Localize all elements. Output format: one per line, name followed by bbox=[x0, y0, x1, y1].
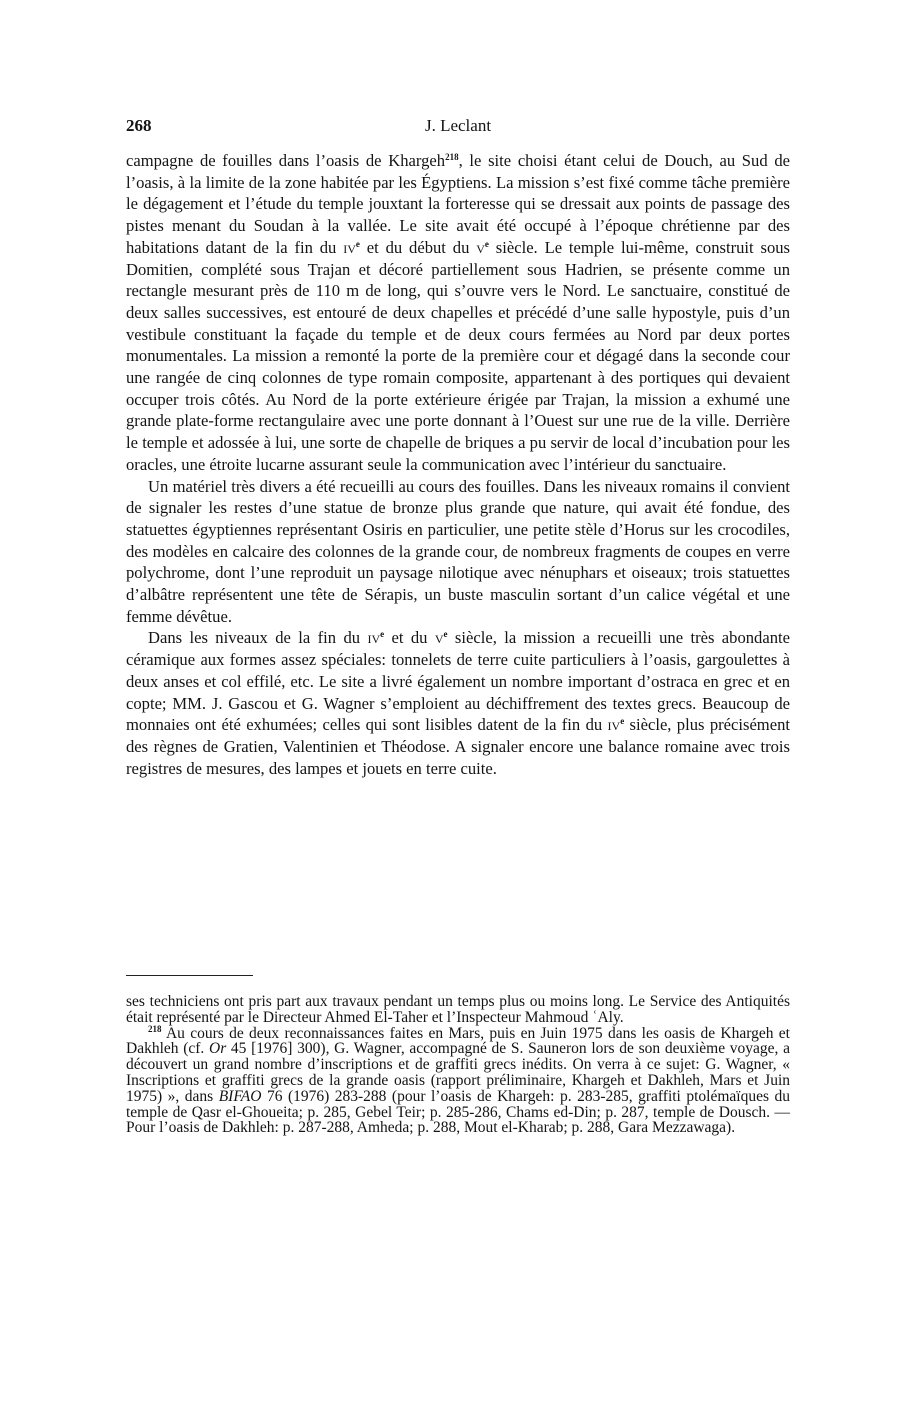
paragraph-3-text-d: siècle, plus précisément des règnes de Gratien, Valentinien et Théodose. A signaler encore une balance romaine avec trois registres de mesures, des lampes et jouets en terre cuite. bbox=[126, 715, 790, 778]
century-suffix: e bbox=[484, 238, 489, 249]
paragraph-3 bbox=[126, 627, 790, 779]
paragraph-2: Un matériel très divers a été recueilli au cours des fouilles. Dans les niveaux romains il convient de signaler les restes d’une statue de bronze plus grande que nature, qui avait été fondue, des statuettes égyptiennes représentant Osiris en particulier, une petite stèle d’Horus sur les crocodiles, des modèles en calcaire des colonnes de la grande cour, de nombreux fragments de coupes en verre polychrome, dont l’une reproduit un paysage nilotique avec nénuphars et oiseaux; trois statuettes d’albâtre représentent une tête de Sérapis, un buste masculin sortant d’un calice végétal et une femme dévêtue. bbox=[126, 476, 790, 626]
century-suffix: e bbox=[620, 716, 625, 727]
footnote-ref-218: 218 bbox=[445, 152, 459, 162]
paragraph-1-text-b: , le site choisi étant celui de Douch, au Sud de l’oasis, à la limite de la zone habitée par les Égyptiens. La mission s’est fixé comme tâche première le dégagement et l’étude du temple jouxtant la forteresse qui se dressait aux points de passage des pistes menant du Soudan à la vallée. Le site avait été occupé à l’époque chrétienne par des habitations datant de la fin du bbox=[126, 151, 790, 257]
footnote-218-text-b: 45 [1976] 300), G. Wagner, accompagné de S. Sauneron lors de son deuxième voyage, a découvert un grand nombre d’inscriptions et de graffiti grecs inédits. On verra à ce sujet: G. Wagner, « Inscriptions et graffiti grecs de la grande oasis (rapport préliminaire, Khargeh et Dakhleh, Mars et Juin 1975) », dans bbox=[126, 1040, 791, 1105]
century-suffix: e bbox=[380, 629, 385, 640]
footnote-218-text-a: Au cours de deux reconnaissances faites en Mars, puis en Juin 1975 dans les oasis de Khargeh et Dakhleh (cf. bbox=[126, 1024, 790, 1058]
paragraph-1 bbox=[126, 150, 790, 476]
century-numeral: v bbox=[476, 237, 485, 257]
century-suffix: e bbox=[355, 238, 360, 249]
journal-title: BIFAO bbox=[218, 1087, 262, 1105]
page-number: 268 bbox=[126, 116, 152, 135]
century-numeral: iv bbox=[607, 715, 621, 735]
paragraph-3-text-b: et du bbox=[384, 628, 435, 648]
footnote-218 bbox=[126, 1023, 791, 1137]
paragraph-1-text-d: siècle. Le temple lui-même, construit sous Domitien, complété sous Trajan et décoré partiellement sous Hadrien, se présente comme un rectangle mesurant près de 110 m de long, qui s’ouvre vers le Nord. Le sanctuaire, constitué de deux salles successives, est entouré de deux chapelles et précédé d’une salle hypostyle, puis d’un vestibule constituant la façade du temple et de deux cours fermées au Nord par deux portes monumentales. La mission a remonté la porte de la première cour et dégagé dans la seconde cour une rangée de cinq colonnes de type romain composite, appartenant à des portiques qui devaient occuper trois côtés. Au Nord de la porte extérieure érigée par Trajan, la mission a exhumé une grande plate-forme rectangulaire avec une porte donnant à l’Ouest sur une rue de la ville. Derrière le temple et adossée à lui, une sorte de chapelle de briques a pu servir de local d’incubation pour les oracles, une étroite lucarne assurant seule la communication avec l’intérieur du sanctuaire. bbox=[126, 237, 790, 474]
century-numeral: iv bbox=[343, 237, 356, 257]
paragraph-1-text-c: et du début du bbox=[359, 237, 477, 257]
paragraph-3-text-c: siècle, la mission a recueilli une très abondante céramique aux formes assez spéciales: tonnelets de terre cuite particuliers à l’oasis, gargoulettes à deux anses et col effilé, etc. Le site a livré également un nombre important d’ostraca en grec et en copte; MM. J. Gascou et G. Wagner s’emploient au déchiffrement des textes grecs. Beaucoup de monnaies ont été exhumées; celles qui sont lisibles datent de la fin du bbox=[126, 628, 790, 735]
paragraph-3-text-a: Dans les niveaux de la fin du bbox=[148, 628, 368, 648]
footnote-separator bbox=[126, 975, 253, 976]
century-numeral: v bbox=[434, 628, 444, 648]
footnote-218-text-c: 76 (1976) 283-288 (pour l’oasis de Khargeh: p. 283-285, graffiti ptolémaïques du temple de Qasr el-Ghoueita; p. 285, Gebel Teir; p. 285-286, Chams ed-Din; p. 287, temple de Dousch. — Pour l’oasis de Dakhleh: p. 287-288, Amheda; p. 288, Mout el-Kharab; p. 288, Gara Mezzawaga). bbox=[126, 1087, 790, 1137]
footnote-continued: ses techniciens ont pris part aux travaux pendant un temps plus ou moins long. Le Service des Antiquités était représenté par le Directeur Ahmed El-Taher et l’Inspecteur Mahmoud ʿAly. bbox=[126, 993, 790, 1026]
footnotes bbox=[126, 994, 790, 1136]
century-numeral: iv bbox=[367, 628, 381, 648]
footnote-number: 218 bbox=[148, 1023, 162, 1034]
journal-title: Or bbox=[209, 1040, 227, 1058]
paragraph-1-text-a: campagne de fouilles dans l’oasis de Khargeh bbox=[126, 151, 446, 170]
century-suffix: e bbox=[443, 629, 448, 640]
main-text bbox=[126, 150, 790, 779]
page-header bbox=[126, 116, 790, 140]
running-head: J. Leclant bbox=[424, 116, 492, 135]
